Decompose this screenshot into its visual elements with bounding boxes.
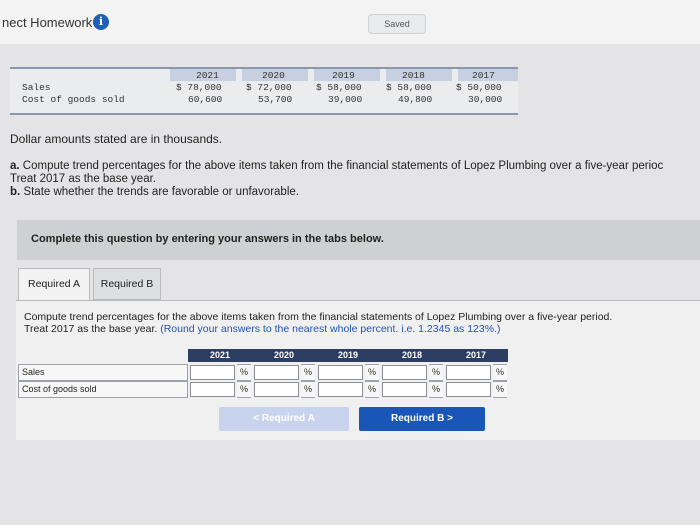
answer-year-header: 2019: [316, 349, 380, 362]
top-bar: [0, 0, 700, 44]
percent-unit: %: [365, 381, 379, 398]
answer-year-header: 2017: [444, 349, 508, 362]
sales-value: $ 58,000: [316, 82, 362, 93]
year-header: 2021: [196, 70, 219, 81]
cogs-2019-input[interactable]: [318, 382, 363, 397]
sales-2021-input[interactable]: [190, 365, 235, 380]
percent-unit: %: [429, 364, 443, 381]
instructions-text: Complete this question by entering your answers in the tabs below.: [31, 233, 384, 245]
year-header: 2017: [472, 70, 495, 81]
next-required-b-button[interactable]: Required B >: [359, 407, 485, 431]
row-label-cogs: Cost of goods sold: [22, 94, 125, 105]
tab-required-b[interactable]: Required B: [93, 268, 161, 300]
percent-unit: %: [301, 364, 315, 381]
part-a-text: Compute trend percentages for the above items taken from the financial statements of Lopez Plumbing over a five-year perioc: [22, 160, 664, 172]
part-b-label: b.: [10, 186, 21, 198]
rounding-hint: (Round your answers to the nearest whole percent. i.e. 1.2345 as 123%.): [160, 323, 501, 335]
sales-value: $ 50,000: [456, 82, 502, 93]
part-a-label: a.: [10, 160, 20, 172]
saved-status: Saved: [368, 14, 426, 34]
cogs-2020-input[interactable]: [254, 382, 299, 397]
year-header: 2020: [262, 70, 285, 81]
question-text: [10, 160, 700, 199]
percent-unit: %: [493, 381, 507, 398]
percent-unit: %: [237, 381, 251, 398]
answer-row-label-sales: Sales: [18, 364, 188, 381]
cogs-value: 60,600: [188, 94, 223, 105]
app-title: nect Homework: [2, 15, 93, 30]
sales-value: $ 78,000: [176, 82, 222, 93]
part-b-text: State whether the trends are favorable or unfavorable.: [23, 186, 299, 198]
financial-data-table: [10, 67, 518, 115]
percent-unit: %: [301, 381, 315, 398]
amounts-note: Dollar amounts stated are in thousands.: [10, 132, 223, 146]
percent-unit: %: [365, 364, 379, 381]
sales-2017-input[interactable]: [446, 365, 491, 380]
answer-year-header: 2018: [380, 349, 444, 362]
sales-2019-input[interactable]: [318, 365, 363, 380]
cogs-value: 53,700: [258, 94, 293, 105]
panel-line-2: Treat 2017 as the base year.: [24, 323, 158, 335]
cogs-2021-input[interactable]: [190, 382, 235, 397]
year-header: 2018: [402, 70, 425, 81]
sales-2020-input[interactable]: [254, 365, 299, 380]
answer-row-label-cogs: Cost of goods sold: [18, 381, 188, 398]
sales-2018-input[interactable]: [382, 365, 427, 380]
year-header: 2019: [332, 70, 355, 81]
cogs-2018-input[interactable]: [382, 382, 427, 397]
answer-year-header: 2021: [188, 349, 252, 362]
percent-unit: %: [429, 381, 443, 398]
instructions-band: [17, 220, 700, 260]
cogs-value: 30,000: [468, 94, 503, 105]
answer-year-header: 2020: [252, 349, 316, 362]
panel-instructions: [24, 311, 612, 335]
info-icon[interactable]: i: [93, 14, 109, 30]
part-a-text-2: Treat 2017 as the base year.: [10, 173, 156, 185]
cogs-value: 39,000: [328, 94, 363, 105]
cogs-2017-input[interactable]: [446, 382, 491, 397]
panel-line-1: Compute trend percentages for the above items taken from the financial statements of Lopez Plumbing over a five-year period.: [24, 311, 613, 323]
sales-value: $ 58,000: [386, 82, 432, 93]
tab-required-a[interactable]: Required A: [18, 268, 90, 300]
percent-unit: %: [237, 364, 251, 381]
percent-unit: %: [493, 364, 507, 381]
prev-required-a-button[interactable]: < Required A: [219, 407, 349, 431]
sales-value: $ 72,000: [246, 82, 292, 93]
cogs-value: 49,800: [398, 94, 433, 105]
row-label-sales: Sales: [22, 82, 51, 93]
